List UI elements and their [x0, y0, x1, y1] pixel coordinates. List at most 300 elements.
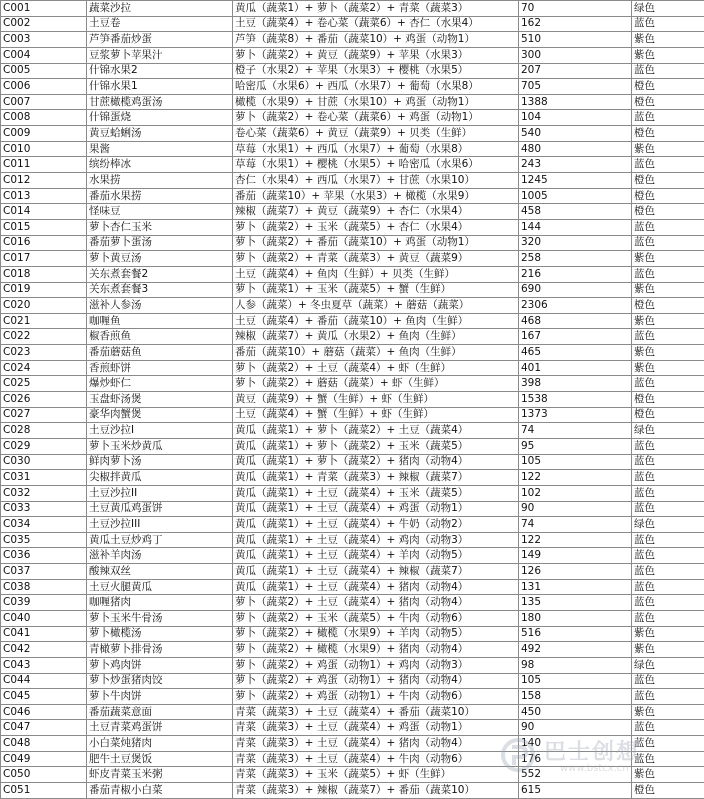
value-cell: 258 — [519, 251, 632, 267]
recipe-id-cell: C009 — [1, 126, 87, 142]
table-row — [1, 783, 704, 799]
table-row — [1, 173, 704, 189]
table-row — [1, 1, 704, 17]
color-cell: 蓝色 — [632, 579, 704, 595]
color-cell: 蓝色 — [632, 564, 704, 580]
value-cell: 90 — [519, 501, 632, 517]
value-cell: 70 — [519, 1, 632, 17]
table-row — [1, 251, 704, 267]
value-cell: 105 — [519, 673, 632, 689]
table-row — [1, 141, 704, 157]
color-cell: 蓝色 — [632, 63, 704, 79]
ingredients-cell: 土豆（蔬菜4）+ 卷心菜（蔬菜6）+ 杏仁（水果4） — [233, 16, 519, 32]
value-cell: 102 — [519, 485, 632, 501]
recipe-name-cell: 甘蔗橄榄鸡蛋汤 — [87, 94, 233, 110]
recipe-name-cell: 黄豆蛤蜊汤 — [87, 126, 233, 142]
table-row — [1, 32, 704, 48]
recipe-id-cell: C024 — [1, 360, 87, 376]
value-cell: 398 — [519, 376, 632, 392]
recipe-id-cell: C044 — [1, 673, 87, 689]
table-row — [1, 126, 704, 142]
value-cell: 158 — [519, 689, 632, 705]
recipe-name-cell: 番茄蔬菜意面 — [87, 704, 233, 720]
recipe-id-cell: C047 — [1, 720, 87, 736]
recipe-name-cell: 香煎虾饼 — [87, 360, 233, 376]
table-row — [1, 517, 704, 533]
recipe-id-cell: C038 — [1, 579, 87, 595]
ingredients-cell: 青菜（蔬菜3）+ 辣椒（蔬菜7）+ 番茄（蔬菜10） — [233, 783, 519, 799]
ingredients-cell: 青菜（蔬菜3）+ 土豆（蔬菜4）+ 番茄（蔬菜10） — [233, 704, 519, 720]
value-cell: 401 — [519, 360, 632, 376]
ingredients-cell: 萝卜（蔬菜2）+ 橄榄（水果9）+ 羊肉（动物5） — [233, 626, 519, 642]
ingredients-cell: 番茄（蔬菜10）+ 蘑菇（蔬菜）+ 鱼肉（生鲜） — [233, 345, 519, 361]
recipe-name-cell: 关东煮套餐2 — [87, 266, 233, 282]
table-row — [1, 204, 704, 220]
value-cell: 140 — [519, 736, 632, 752]
ingredients-cell: 黄瓜（蔬菜1）+ 土豆（蔬菜4）+ 猪肉（动物4） — [233, 579, 519, 595]
recipe-name-cell: 土豆火腿黄瓜 — [87, 579, 233, 595]
color-cell: 蓝色 — [632, 110, 704, 126]
recipe-name-cell: 土豆卷 — [87, 16, 233, 32]
value-cell: 540 — [519, 126, 632, 142]
recipe-id-cell: C031 — [1, 470, 87, 486]
value-cell: 300 — [519, 47, 632, 63]
color-cell: 紫色 — [632, 704, 704, 720]
ingredients-cell: 萝卜（蔬菜2）+ 鸡蛋（动物1）+ 牛肉（动物6） — [233, 689, 519, 705]
ingredients-cell: 萝卜（蔬菜2）+ 黄豆（蔬菜9）+ 苹果（水果3） — [233, 47, 519, 63]
color-cell: 蓝色 — [632, 532, 704, 548]
recipe-name-cell: 萝卜玉米炒黄瓜 — [87, 438, 233, 454]
value-cell: 1373 — [519, 407, 632, 423]
ingredients-cell: 黄瓜（蔬菜1）+ 土豆（蔬菜4）+ 鸡肉（动物3） — [233, 532, 519, 548]
recipe-id-cell: C001 — [1, 1, 87, 17]
recipe-id-cell: C018 — [1, 266, 87, 282]
table-row — [1, 501, 704, 517]
table-row — [1, 345, 704, 361]
ingredients-cell: 哈密瓜（水果6）+ 西瓜（水果7）+ 葡萄（水果8） — [233, 79, 519, 95]
recipe-name-cell: 番茄蘑菇鱼 — [87, 345, 233, 361]
value-cell: 2306 — [519, 298, 632, 314]
table-row — [1, 642, 704, 658]
ingredients-cell: 萝卜（蔬菜1）+ 玉米（蔬菜5）+ 蟹（生鲜） — [233, 282, 519, 298]
color-cell: 蓝色 — [632, 689, 704, 705]
ingredients-cell: 黄瓜（蔬菜1）+ 土豆（蔬菜4）+ 辣椒（蔬菜7） — [233, 564, 519, 580]
ingredients-cell: 黄瓜（蔬菜1）+ 土豆（蔬菜4）+ 羊肉（动物5） — [233, 548, 519, 564]
color-cell: 绿色 — [632, 423, 704, 439]
recipe-name-cell: 番茄青椒小白菜 — [87, 783, 233, 799]
value-cell: 207 — [519, 63, 632, 79]
ingredients-cell: 黄瓜（蔬菜1）+ 萝卜（蔬菜2）+ 青菜（蔬菜3） — [233, 1, 519, 17]
watermark-title: 巴士创想 — [544, 740, 641, 765]
table-row — [1, 564, 704, 580]
recipe-name-cell: 萝卜鸡肉饼 — [87, 657, 233, 673]
table-row — [1, 736, 704, 752]
ingredients-cell: 黄瓜（蔬菜1）+ 萝卜（蔬菜2）+ 猪肉（动物4） — [233, 454, 519, 470]
recipe-name-cell: 萝卜黄豆汤 — [87, 251, 233, 267]
recipe-id-cell: C002 — [1, 16, 87, 32]
value-cell: 1245 — [519, 173, 632, 189]
table-row — [1, 235, 704, 251]
table-row — [1, 689, 704, 705]
value-cell: 492 — [519, 642, 632, 658]
recipe-name-cell: 尖椒拌黄瓜 — [87, 470, 233, 486]
color-cell: 蓝色 — [632, 376, 704, 392]
recipe-name-cell: 豪华肉蟹煲 — [87, 407, 233, 423]
table-row — [1, 704, 704, 720]
value-cell: 320 — [519, 235, 632, 251]
recipe-name-cell: 什锦蛋烧 — [87, 110, 233, 126]
recipe-id-cell: C025 — [1, 376, 87, 392]
table-row — [1, 376, 704, 392]
color-cell: 蓝色 — [632, 438, 704, 454]
color-cell: 蓝色 — [632, 235, 704, 251]
recipe-id-cell: C029 — [1, 438, 87, 454]
recipe-id-cell: C013 — [1, 188, 87, 204]
value-cell: 615 — [519, 783, 632, 799]
recipe-name-cell: 萝卜牛肉饼 — [87, 689, 233, 705]
color-cell: 蓝色 — [632, 736, 704, 752]
ingredients-cell: 萝卜（蔬菜2）+ 玉米（蔬菜5）+ 牛肉（动物6） — [233, 610, 519, 626]
ingredients-cell: 土豆（蔬菜4）+ 鱼肉（生鲜）+ 贝类（生鲜） — [233, 266, 519, 282]
recipe-name-cell: 肥牛土豆煲饭 — [87, 751, 233, 767]
table-row — [1, 63, 704, 79]
recipe-id-cell: C015 — [1, 219, 87, 235]
ingredients-cell: 萝卜（蔬菜2）+ 青菜（蔬菜3）+ 黄豆（蔬菜9） — [233, 251, 519, 267]
color-cell: 蓝色 — [632, 157, 704, 173]
recipe-table-body — [1, 1, 704, 799]
color-cell: 紫色 — [632, 32, 704, 48]
recipe-name-cell: 关东煮套餐3 — [87, 282, 233, 298]
recipe-id-cell: C014 — [1, 204, 87, 220]
value-cell: 95 — [519, 438, 632, 454]
recipe-id-cell: C008 — [1, 110, 87, 126]
recipe-id-cell: C003 — [1, 32, 87, 48]
recipe-id-cell: C041 — [1, 626, 87, 642]
value-cell: 1388 — [519, 94, 632, 110]
color-cell: 紫色 — [632, 767, 704, 783]
value-cell: 74 — [519, 517, 632, 533]
recipe-name-cell: 果酱 — [87, 141, 233, 157]
ingredients-cell: 草莓（水果1）+ 樱桃（水果5）+ 哈密瓜（水果6） — [233, 157, 519, 173]
recipe-id-cell: C040 — [1, 610, 87, 626]
table-row — [1, 751, 704, 767]
color-cell: 橙色 — [632, 392, 704, 408]
ingredients-cell: 杏仁（水果4）+ 西瓜（水果7）+ 甘蔗（水果10） — [233, 173, 519, 189]
ingredients-cell: 土豆（蔬菜4）+ 蟹（生鲜）+ 虾（生鲜） — [233, 407, 519, 423]
color-cell: 蓝色 — [632, 673, 704, 689]
recipe-id-cell: C030 — [1, 454, 87, 470]
color-cell: 紫色 — [632, 642, 704, 658]
recipe-id-cell: C017 — [1, 251, 87, 267]
color-cell: 蓝色 — [632, 610, 704, 626]
color-cell: 蓝色 — [632, 266, 704, 282]
table-row — [1, 579, 704, 595]
value-cell: 122 — [519, 470, 632, 486]
recipe-id-cell: C012 — [1, 173, 87, 189]
table-row — [1, 767, 704, 783]
ingredients-cell: 萝卜（蔬菜2）+ 卷心菜（蔬菜6）+ 鸡蛋（动物1） — [233, 110, 519, 126]
ingredients-cell: 黄瓜（蔬菜1）+ 萝卜（蔬菜2）+ 玉米（蔬菜5） — [233, 438, 519, 454]
color-cell: 紫色 — [632, 626, 704, 642]
ingredients-cell: 橙子（水果2）+ 苹果（水果3）+ 樱桃（水果5） — [233, 63, 519, 79]
recipe-name-cell: 虾皮青菜玉米粥 — [87, 767, 233, 783]
recipe-name-cell: 怪味豆 — [87, 204, 233, 220]
color-cell: 蓝色 — [632, 16, 704, 32]
ingredients-cell: 青菜（蔬菜3）+ 土豆（蔬菜4）+ 鸡蛋（动物1） — [233, 720, 519, 736]
recipe-id-cell: C010 — [1, 141, 87, 157]
recipe-name-cell: 土豆黄瓜鸡蛋饼 — [87, 501, 233, 517]
table-row — [1, 720, 704, 736]
recipe-name-cell: 豆浆萝卜苹果汁 — [87, 47, 233, 63]
recipe-id-cell: C045 — [1, 689, 87, 705]
recipe-name-cell: 酸辣双丝 — [87, 564, 233, 580]
recipe-id-cell: C036 — [1, 548, 87, 564]
ingredients-cell: 黄豆（蔬菜9）+ 蟹（生鲜）+ 虾（生鲜） — [233, 392, 519, 408]
color-cell: 紫色 — [632, 141, 704, 157]
color-cell: 绿色 — [632, 1, 704, 17]
color-cell: 橙色 — [632, 94, 704, 110]
recipe-id-cell: C032 — [1, 485, 87, 501]
value-cell: 167 — [519, 329, 632, 345]
value-cell: 74 — [519, 423, 632, 439]
value-cell: 216 — [519, 266, 632, 282]
table-row — [1, 423, 704, 439]
recipe-name-cell: 椒香煎鱼 — [87, 329, 233, 345]
recipe-id-cell: C033 — [1, 501, 87, 517]
color-cell: 橙色 — [632, 173, 704, 189]
table-row — [1, 157, 704, 173]
table-row — [1, 313, 704, 329]
recipe-id-cell: C011 — [1, 157, 87, 173]
color-cell: 橙色 — [632, 79, 704, 95]
recipe-name-cell: 咖喱猪肉 — [87, 595, 233, 611]
ingredients-cell: 人参（蔬菜）+ 冬虫夏草（蔬菜）+ 蘑菇（蔬菜） — [233, 298, 519, 314]
color-cell: 蓝色 — [632, 595, 704, 611]
recipe-id-cell: C051 — [1, 783, 87, 799]
color-cell: 橙色 — [632, 188, 704, 204]
color-cell: 橙色 — [632, 298, 704, 314]
recipe-id-cell: C004 — [1, 47, 87, 63]
ingredients-cell: 黄瓜（蔬菜1）+ 土豆（蔬菜4）+ 玉米（蔬菜5） — [233, 485, 519, 501]
table-row — [1, 266, 704, 282]
recipe-name-cell: 青橄萝卜排骨汤 — [87, 642, 233, 658]
color-cell: 橙色 — [632, 126, 704, 142]
recipe-id-cell: C022 — [1, 329, 87, 345]
value-cell: 176 — [519, 751, 632, 767]
value-cell: 516 — [519, 626, 632, 642]
value-cell: 468 — [519, 313, 632, 329]
value-cell: 149 — [519, 548, 632, 564]
ingredients-cell: 青菜（蔬菜3）+ 土豆（蔬菜4）+ 猪肉（动物4） — [233, 736, 519, 752]
value-cell: 243 — [519, 157, 632, 173]
table-row — [1, 110, 704, 126]
ingredients-cell: 草莓（水果1）+ 西瓜（水果7）+ 葡萄（水果8） — [233, 141, 519, 157]
recipe-id-cell: C034 — [1, 517, 87, 533]
table-row — [1, 610, 704, 626]
recipe-name-cell: 萝卜炒蛋猪肉饺 — [87, 673, 233, 689]
recipe-id-cell: C049 — [1, 751, 87, 767]
ingredients-cell: 黄瓜（蔬菜1）+ 萝卜（蔬菜2）+ 土豆（蔬菜4） — [233, 423, 519, 439]
value-cell: 135 — [519, 595, 632, 611]
value-cell: 465 — [519, 345, 632, 361]
value-cell: 105 — [519, 454, 632, 470]
recipe-id-cell: C006 — [1, 79, 87, 95]
recipe-id-cell: C028 — [1, 423, 87, 439]
ingredients-cell: 番茄（蔬菜10）+ 苹果（水果3）+ 橄榄（水果9） — [233, 188, 519, 204]
recipe-id-cell: C019 — [1, 282, 87, 298]
table-row — [1, 485, 704, 501]
recipe-name-cell: 什锦水果2 — [87, 63, 233, 79]
color-cell: 紫色 — [632, 251, 704, 267]
recipe-name-cell: 番茄萝卜蛋汤 — [87, 235, 233, 251]
table-row — [1, 438, 704, 454]
color-cell: 紫色 — [632, 282, 704, 298]
recipe-id-cell: C043 — [1, 657, 87, 673]
value-cell: 450 — [519, 704, 632, 720]
recipe-name-cell: 玉盘虾汤煲 — [87, 392, 233, 408]
table-row — [1, 79, 704, 95]
recipe-name-cell: 萝卜玉米牛骨汤 — [87, 610, 233, 626]
color-cell: 紫色 — [632, 360, 704, 376]
recipe-name-cell: 萝卜杏仁玉米 — [87, 219, 233, 235]
recipe-id-cell: C023 — [1, 345, 87, 361]
value-cell: 510 — [519, 32, 632, 48]
recipe-id-cell: C042 — [1, 642, 87, 658]
recipe-name-cell: 小白菜炖猪肉 — [87, 736, 233, 752]
ingredients-cell: 黄瓜（蔬菜1）+ 土豆（蔬菜4）+ 牛奶（动物2） — [233, 517, 519, 533]
ingredients-cell: 萝卜（蔬菜2）+ 玉米（蔬菜5）+ 杏仁（水果4） — [233, 219, 519, 235]
table-row — [1, 407, 704, 423]
recipe-name-cell: 土豆青菜鸡蛋饼 — [87, 720, 233, 736]
ingredients-cell: 萝卜（蔬菜2）+ 鸡蛋（动物1）+ 猪肉（动物4） — [233, 673, 519, 689]
recipe-name-cell: 缤纷棒冰 — [87, 157, 233, 173]
recipe-name-cell: 萝卜橄榄汤 — [87, 626, 233, 642]
color-cell: 橙色 — [632, 204, 704, 220]
table-row — [1, 329, 704, 345]
table-row — [1, 470, 704, 486]
table-row — [1, 626, 704, 642]
recipe-id-cell: C020 — [1, 298, 87, 314]
table-row — [1, 219, 704, 235]
value-cell: 690 — [519, 282, 632, 298]
recipe-id-cell: C021 — [1, 313, 87, 329]
recipe-name-cell: 番茄水果捞 — [87, 188, 233, 204]
color-cell: 紫色 — [632, 47, 704, 63]
ingredients-cell: 黄瓜（蔬菜1）+ 青菜（蔬菜3）+ 辣椒（蔬菜7） — [233, 470, 519, 486]
ingredients-cell: 青菜（蔬菜3）+ 玉米（蔬菜5）+ 虾（生鲜） — [233, 767, 519, 783]
ingredients-cell: 萝卜（蔬菜2）+ 蘑菇（蔬菜）+ 虾（生鲜） — [233, 376, 519, 392]
color-cell: 蓝色 — [632, 501, 704, 517]
value-cell: 480 — [519, 141, 632, 157]
color-cell: 蓝色 — [632, 720, 704, 736]
table-row — [1, 532, 704, 548]
ingredients-cell: 芦笋（蔬菜8）+ 番茄（蔬菜10）+ 鸡蛋（动物1） — [233, 32, 519, 48]
ingredients-cell: 青菜（蔬菜3）+ 土豆（蔬菜4）+ 牛肉（动物6） — [233, 751, 519, 767]
table-row — [1, 298, 704, 314]
recipe-name-cell: 鲜肉萝卜汤 — [87, 454, 233, 470]
recipe-id-cell: C026 — [1, 392, 87, 408]
ingredients-cell: 辣椒（蔬菜7）+ 黄瓜（水果2）+ 鱼肉（生鲜） — [233, 329, 519, 345]
color-cell: 橙色 — [632, 407, 704, 423]
watermark-url: www.bstcx.cn — [560, 763, 629, 774]
recipe-name-cell: 土豆沙拉III — [87, 517, 233, 533]
color-cell: 橙色 — [632, 783, 704, 799]
value-cell: 552 — [519, 767, 632, 783]
table-row — [1, 282, 704, 298]
recipe-name-cell: 滋补羊肉汤 — [87, 548, 233, 564]
color-cell: 蓝色 — [632, 454, 704, 470]
ingredients-cell: 萝卜（蔬菜2）+ 番茄（蔬菜10）+ 鸡蛋（动物1） — [233, 235, 519, 251]
color-cell: 绿色 — [632, 517, 704, 533]
table-row — [1, 47, 704, 63]
value-cell: 144 — [519, 219, 632, 235]
value-cell: 126 — [519, 564, 632, 580]
color-cell: 蓝色 — [632, 470, 704, 486]
value-cell: 131 — [519, 579, 632, 595]
recipe-id-cell: C007 — [1, 94, 87, 110]
value-cell: 458 — [519, 204, 632, 220]
ingredients-cell: 卷心菜（蔬菜6）+ 黄豆（蔬菜9）+ 贝类（生鲜） — [233, 126, 519, 142]
ingredients-cell: 辣椒（蔬菜7）+ 黄豆（蔬菜9）+ 杏仁（水果4） — [233, 204, 519, 220]
recipe-name-cell: 滋补人参汤 — [87, 298, 233, 314]
color-cell: 蓝色 — [632, 751, 704, 767]
color-cell: 蓝色 — [632, 219, 704, 235]
table-row — [1, 94, 704, 110]
recipe-id-cell: C035 — [1, 532, 87, 548]
value-cell: 1005 — [519, 188, 632, 204]
recipe-id-cell: C050 — [1, 767, 87, 783]
value-cell: 90 — [519, 720, 632, 736]
table-row — [1, 392, 704, 408]
recipe-name-cell: 水果捞 — [87, 173, 233, 189]
color-cell: 蓝色 — [632, 548, 704, 564]
table-row — [1, 548, 704, 564]
recipe-id-cell: C046 — [1, 704, 87, 720]
ingredients-cell: 萝卜（蔬菜2）+ 土豆（蔬菜4）+ 猪肉（动物4） — [233, 595, 519, 611]
ingredients-cell: 萝卜（蔬菜2）+ 橄榄（水果9）+ 猪肉（动物4） — [233, 642, 519, 658]
table-row — [1, 657, 704, 673]
ingredients-cell: 橄榄（水果9）+ 甘蔗（水果10）+ 鸡蛋（动物1） — [233, 94, 519, 110]
recipe-id-cell: C037 — [1, 564, 87, 580]
value-cell: 1538 — [519, 392, 632, 408]
recipe-name-cell: 黄瓜土豆炒鸡丁 — [87, 532, 233, 548]
recipe-id-cell: C048 — [1, 736, 87, 752]
recipe-name-cell: 土豆沙拉I — [87, 423, 233, 439]
recipe-name-cell: 咖喱鱼 — [87, 313, 233, 329]
ingredients-cell: 黄瓜（蔬菜1）+ 土豆（蔬菜4）+ 鸡蛋（动物1） — [233, 501, 519, 517]
color-cell: 紫色 — [632, 345, 704, 361]
recipe-id-cell: C005 — [1, 63, 87, 79]
recipe-id-cell: C016 — [1, 235, 87, 251]
table-row — [1, 188, 704, 204]
value-cell: 180 — [519, 610, 632, 626]
value-cell: 104 — [519, 110, 632, 126]
recipe-name-cell: 什锦水果1 — [87, 79, 233, 95]
value-cell: 705 — [519, 79, 632, 95]
value-cell: 162 — [519, 16, 632, 32]
table-row — [1, 16, 704, 32]
value-cell: 98 — [519, 657, 632, 673]
recipe-name-cell: 土豆沙拉II — [87, 485, 233, 501]
table-row — [1, 360, 704, 376]
recipe-name-cell: 芦笋番茄炒蛋 — [87, 32, 233, 48]
value-cell: 122 — [519, 532, 632, 548]
recipe-id-cell: C027 — [1, 407, 87, 423]
table-row — [1, 595, 704, 611]
ingredients-cell: 萝卜（蔬菜2）+ 鸡蛋（动物1）+ 鸡肉（动物3） — [233, 657, 519, 673]
table-row — [1, 673, 704, 689]
color-cell: 蓝色 — [632, 329, 704, 345]
